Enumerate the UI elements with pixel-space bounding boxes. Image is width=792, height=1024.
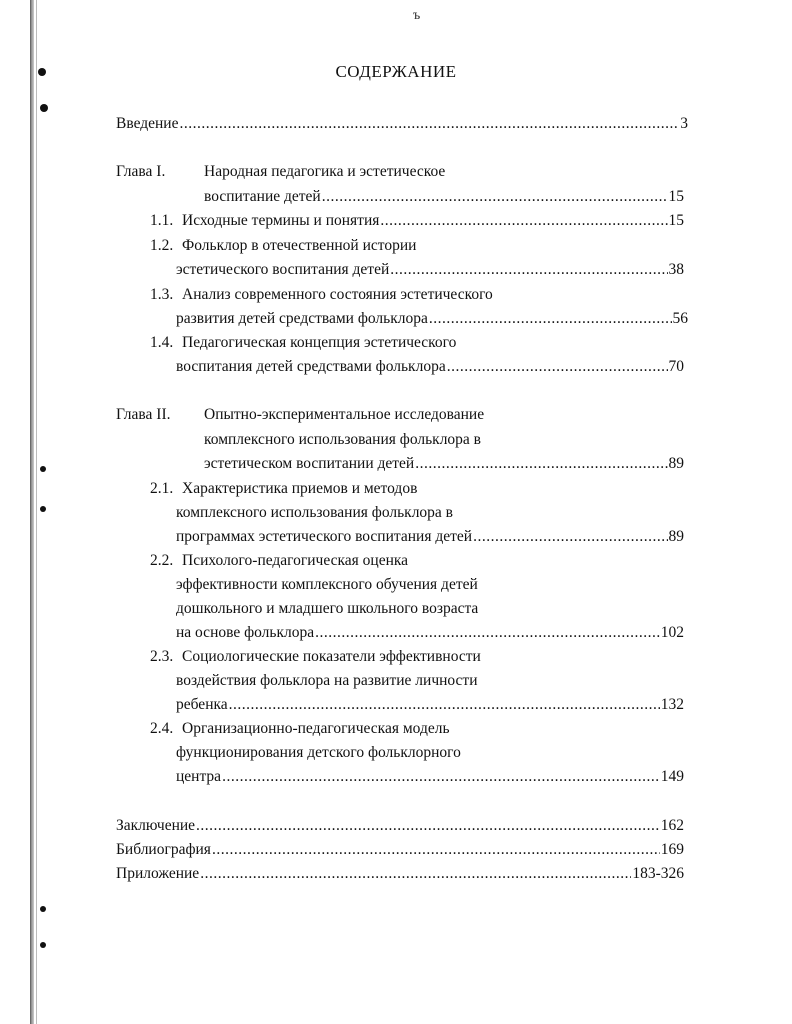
toc-entry-section-1-1[interactable]	[182, 211, 684, 231]
leader-dots	[212, 840, 660, 860]
punch-hole	[40, 942, 46, 948]
punch-hole	[40, 466, 46, 472]
leader-dots	[390, 260, 667, 280]
toc-entry-section-2-4[interactable]	[176, 767, 684, 787]
toc-label: центра	[176, 768, 222, 785]
toc-label: эстетическом воспитании детей	[204, 455, 415, 472]
page-title: СОДЕРЖАНИЕ	[335, 62, 457, 81]
leader-dots	[447, 357, 668, 377]
toc-page: 169	[660, 841, 684, 858]
section-number: 1.4.	[150, 334, 174, 351]
toc-page: 15	[668, 188, 684, 205]
chapter-1-title: Народная педагогика и эстетическое	[204, 163, 446, 180]
section-title: эффективности комплексного обучения детей	[176, 576, 478, 593]
toc-label: Библиография	[116, 841, 211, 858]
leader-dots	[473, 527, 667, 547]
chapter-2-title: Опытно-экспериментальное исследование	[204, 406, 485, 423]
toc-entry-section-1-2[interactable]	[176, 260, 684, 280]
section-title: Педагогическая концепция эстетического	[182, 334, 457, 351]
punch-hole	[40, 506, 46, 512]
section-title: комплексного использования фольклора в	[176, 504, 454, 521]
section-title: воздействия фольклора на развитие личности	[176, 672, 478, 689]
leader-dots	[429, 309, 672, 329]
toc-page: 89	[668, 455, 684, 472]
section-title: Характеристика приемов и методов	[182, 480, 418, 497]
leader-dots	[200, 864, 631, 884]
section-title: Организационно-педагогическая модель	[182, 720, 450, 737]
toc-entry-section-2-2[interactable]	[176, 623, 684, 643]
toc-entry-section-2-3[interactable]	[176, 695, 684, 715]
section-title: дошкольного и младшего школьного возраста	[176, 600, 479, 617]
toc-page: 38	[668, 261, 684, 278]
toc-entry-appendix[interactable]	[116, 864, 684, 884]
section-title: Анализ современного состояния эстетического	[182, 286, 493, 303]
toc-page: 132	[660, 696, 684, 713]
section-title: Социологические показатели эффективности	[182, 648, 481, 665]
toc-label: на основе фольклора	[176, 624, 315, 641]
leader-dots	[322, 187, 668, 207]
chapter-2-label: Глава II.	[116, 406, 171, 423]
toc-label: воспитание детей	[204, 188, 321, 205]
toc-label: Исходные термины и понятия	[182, 212, 380, 229]
leader-dots	[179, 114, 679, 134]
toc-entry-section-1-3[interactable]	[176, 309, 688, 329]
section-number: 2.2.	[150, 552, 174, 569]
toc-label: программах эстетического воспитания детей	[176, 528, 473, 545]
leader-dots	[380, 211, 667, 231]
toc-entry-section-2-1[interactable]	[176, 527, 684, 547]
section-number: 2.4.	[150, 720, 174, 737]
leader-dots	[229, 695, 660, 715]
toc-label: Приложение	[116, 865, 200, 882]
section-title: Фольклор в отечественной истории	[182, 237, 417, 254]
section-number: 1.3.	[150, 286, 174, 303]
section-number: 2.1.	[150, 480, 174, 497]
toc-label: ребенка	[176, 696, 228, 713]
toc-entry-intro[interactable]	[116, 114, 688, 134]
toc-label: Заключение	[116, 817, 196, 834]
chapter-2-title: комплексного использования фольклора в	[204, 431, 482, 448]
toc-page: 56	[672, 310, 688, 327]
toc-page: 102	[660, 624, 684, 641]
toc-page: 15	[668, 212, 684, 229]
leader-dots	[315, 623, 660, 643]
section-title: Психолого-педагогическая оценка	[182, 552, 409, 569]
toc-entry-conclusion[interactable]	[116, 816, 684, 836]
toc-entry-section-1-4[interactable]	[176, 357, 684, 377]
toc-page: 3	[680, 115, 688, 132]
toc-label: Введение	[116, 115, 179, 132]
punch-hole	[40, 104, 48, 112]
section-number: 1.2.	[150, 237, 174, 254]
toc-page: 149	[660, 768, 684, 785]
toc-entry-bibliography[interactable]	[116, 840, 684, 860]
toc-entry-chapter-2[interactable]	[204, 454, 684, 474]
page-mark: ъ	[413, 8, 421, 23]
scan-edge-line	[36, 0, 37, 1024]
section-title: функционирования детского фольклорного	[176, 744, 461, 761]
leader-dots	[222, 767, 660, 787]
section-number: 1.1.	[150, 212, 174, 229]
toc-page: 162	[660, 817, 684, 834]
chapter-1-label: Глава I.	[116, 163, 166, 180]
toc-page: 70	[668, 358, 684, 375]
leader-dots	[196, 816, 660, 836]
leader-dots	[415, 454, 667, 474]
toc-page: 89	[668, 528, 684, 545]
punch-hole	[40, 906, 46, 912]
toc-entry-chapter-1[interactable]	[204, 187, 684, 207]
section-number: 2.3.	[150, 648, 174, 665]
toc-label: развития детей средствами фольклора	[176, 310, 428, 327]
toc-page: 183-326	[632, 865, 684, 882]
toc-label: воспитания детей средствами фольклора	[176, 358, 446, 375]
scan-edge	[30, 0, 34, 1024]
toc-label: эстетического воспитания детей	[176, 261, 390, 278]
